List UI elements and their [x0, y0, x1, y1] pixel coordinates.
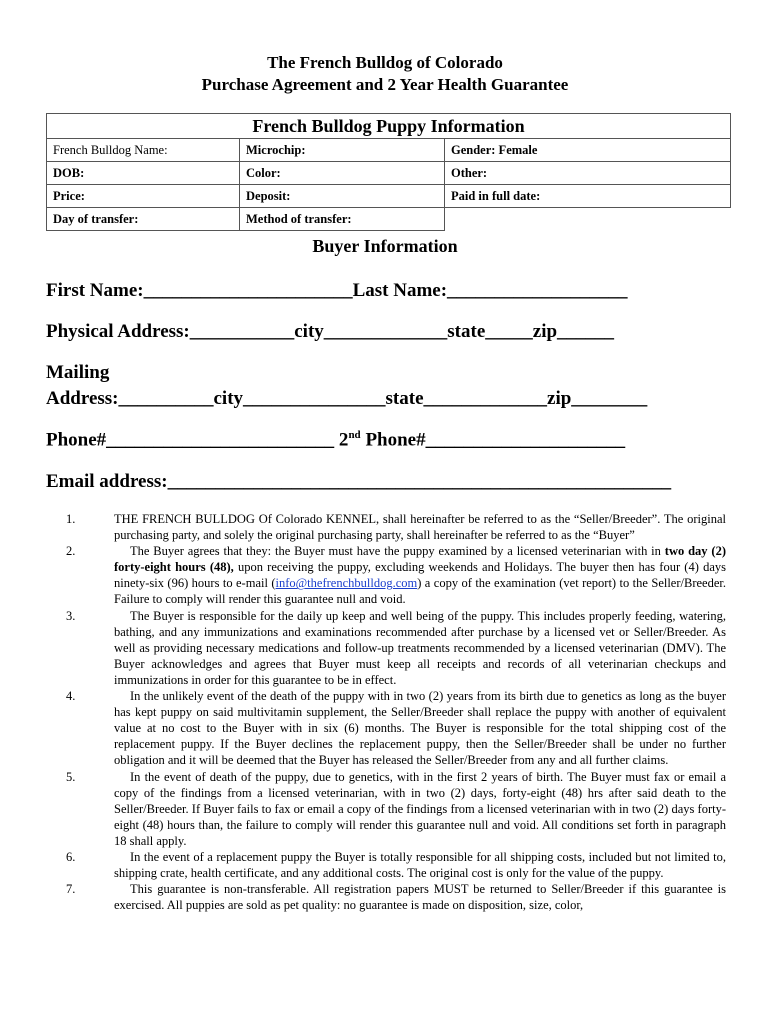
term-text: upon receiving the puppy, excluding weekends and Holidays. The buyer then has four (4) days ninety-six (96) hours to e-mail (	[114, 560, 726, 591]
email-line[interactable]: Email address:_____________________________________________________	[46, 471, 672, 492]
term-text: In the event of death of the puppy, due to genetics, with in the first 2 years of birth. The Buyer must fax or email a copy of the findings from a licensed veterinarian, with in two (2) days, forty-eight (48) hrs after said death to the Seller/Breeder. If Buyer fails to fax or email a copy of the findings from a licensed veterinarian with in two (2) days forty-eight (48) hours than, the failure to comply will render this guarantee null and void. All conditions set forth in paragraph 18 shall apply.	[114, 769, 726, 848]
puppy-info-heading: French Bulldog Puppy Information	[47, 114, 731, 139]
field-other[interactable]: Other:	[445, 162, 731, 185]
term-text: The Buyer agrees that they: the Buyer must have the puppy examined by a licensed veterinarian with in	[130, 544, 665, 559]
mailing-address-line[interactable]: Address:__________city_______________state_____________zip________	[46, 388, 648, 409]
empty-cell	[445, 208, 731, 231]
term-text: The Buyer is responsible for the daily up keep and well being of the puppy. This includes properly feeding, watering, bathing, and any immunizations and examinations recommended after purchase by a licensed vet or Seller/Breeder. As well as providing necessary medications and follow-up treatments recommended by a licensed veterinarian (DMV). The Buyer acknowledges and agrees that Buyer must keep all receipts and records of all veterinarian checkups and immunizations in order for this guarantee to be in effect.	[114, 608, 726, 687]
terms-list	[66, 511, 726, 913]
field-transfer-method[interactable]: Method of transfer:	[240, 208, 445, 231]
field-price[interactable]: Price:	[47, 185, 240, 208]
term-text: In the event of a replacement puppy the Buyer is totally responsible for all shipping costs, included but not limited to, shipping crate, health certificate, and any additional costs. The original cost is only for the value of the puppy.	[114, 849, 726, 881]
field-microchip[interactable]: Microchip:	[240, 139, 445, 162]
document-subtitle: Purchase Agreement and 2 Year Health Guarantee	[201, 75, 569, 94]
field-transfer-day[interactable]: Day of transfer:	[47, 208, 240, 231]
term-text-bold: two day (2) forty-eight hours (48),	[114, 544, 726, 575]
term-number: 2.	[66, 544, 76, 559]
document-title: The French Bulldog of Colorado	[267, 53, 503, 72]
field-paid-date[interactable]: Paid in full date:	[445, 185, 731, 208]
term-text: ) a copy of the examination (vet report) to the Seller/Breeder. Failure to comply will render this guarantee null and void.	[114, 576, 726, 607]
term-item	[66, 881, 726, 913]
term-item	[66, 769, 726, 849]
buyer-info-heading: Buyer Information	[312, 236, 458, 256]
phone-line[interactable]	[46, 429, 625, 451]
mailing-label: Mailing	[46, 362, 110, 383]
term-number: 6.	[66, 849, 76, 864]
email-link[interactable]: info@thefrenchbulldog.com	[275, 576, 418, 591]
field-gender[interactable]: Gender: Female	[445, 139, 731, 162]
second-phone-field[interactable]: Phone#_____________________	[360, 429, 626, 451]
phone-field[interactable]: Phone#________________________ 2	[46, 429, 349, 451]
term-text: THE FRENCH BULLDOG Of Colorado KENNEL, shall hereinafter be referred to as the “Seller/Breeder”. The original purchasing party, and solely the original purchasing party, shall hereinafter be referred to as the “Buyer”	[114, 512, 726, 543]
term-number: 1.	[66, 512, 76, 526]
term-number: 4.	[66, 689, 76, 704]
puppy-info-table	[46, 113, 731, 231]
term-item	[66, 688, 726, 768]
term-number: 5.	[66, 769, 76, 784]
term-item	[66, 849, 726, 881]
term-text: In the unlikely event of the death of the puppy with in two (2) years from its birth due to genetics as long as the buyer has kept puppy on said multivitamin supplement, the Seller/Breeder shall replace the puppy with another of equivalent value at no cost to the Buyer with in six (6) months. The Buyer is responsible for the total shipping cost of the replacement puppy. If the Buyer declines the replacement puppy, then the Seller/Breeder shall be under no further obligation and it will be deemed that the Buyer has released the Seller/Breeder from any and all further claims.	[114, 689, 726, 768]
term-number: 7.	[66, 882, 76, 897]
term-item	[66, 608, 726, 688]
field-dog-name[interactable]: French Bulldog Name:	[47, 139, 240, 162]
term-item	[66, 543, 726, 607]
field-dob[interactable]: DOB:	[47, 162, 240, 185]
field-color[interactable]: Color:	[240, 162, 445, 185]
term-number: 3.	[66, 608, 76, 623]
term-item	[66, 511, 726, 543]
physical-address-line[interactable]: Physical Address:___________city_____________state_____zip______	[46, 321, 615, 342]
term-text: This guarantee is non-transferable. All registration papers MUST be returned to Seller/Breeder if this guarantee is exercised. All puppies are sold as pet quality: no guarantee is made on disposition, size, color,	[114, 882, 726, 913]
ordinal-suffix: nd	[348, 429, 361, 441]
field-deposit[interactable]: Deposit:	[240, 185, 445, 208]
buyer-name-line[interactable]: First Name:______________________Last Name:___________________	[46, 280, 628, 301]
